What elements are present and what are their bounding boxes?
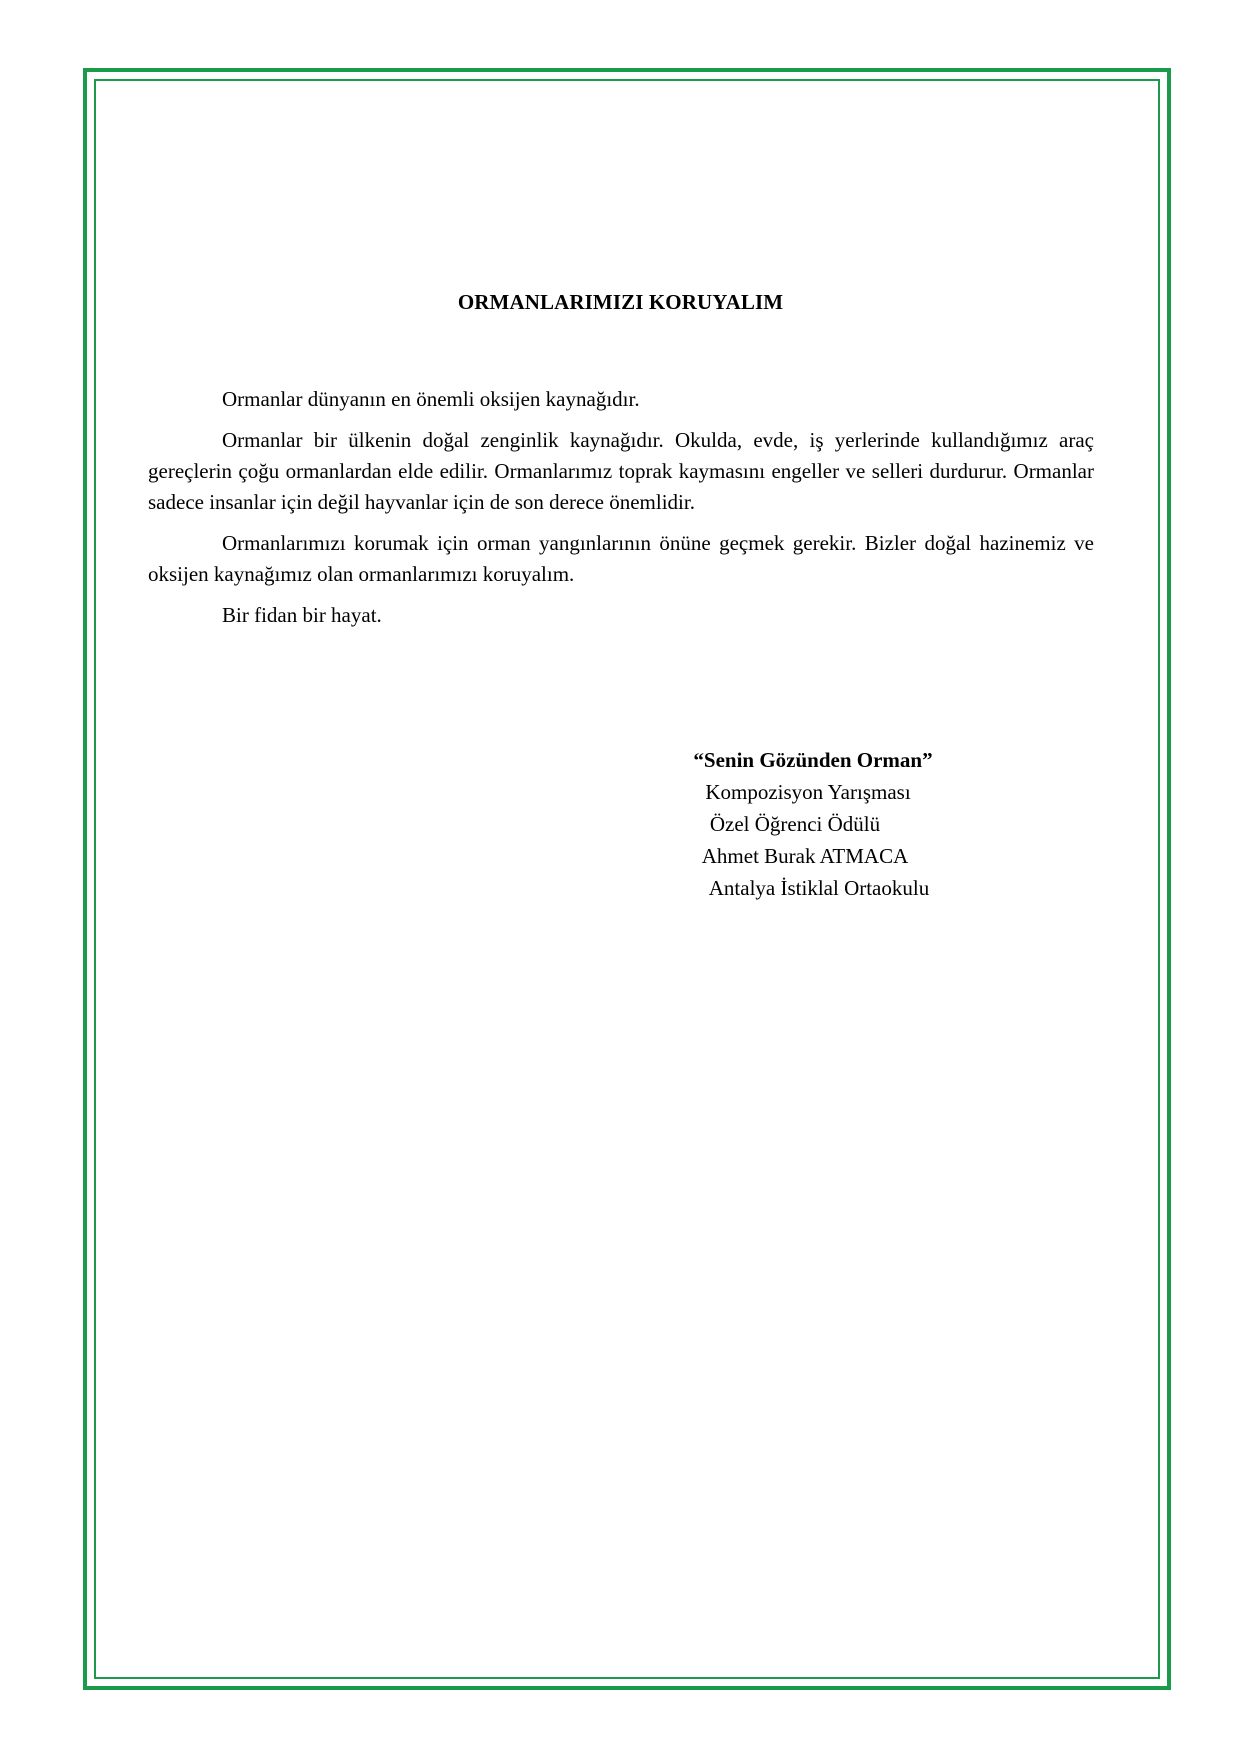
award-name: Özel Öğrenci Ödülü — [709, 812, 881, 836]
school-name: Antalya İstiklal Ortaokulu — [708, 876, 930, 900]
paragraph-1: Ormanlar dünyanın en önemli oksijen kaynağıdır. — [222, 387, 640, 411]
document-title: ORMANLARIMIZI KORUYALIM — [457, 290, 784, 314]
competition-type: Kompozisyon Yarışması — [705, 780, 911, 804]
competition-title: “Senin Gözünden Orman” — [693, 748, 933, 772]
author-name: Ahmet Burak ATMACA — [701, 844, 909, 868]
paragraph-2: Ormanlar bir ülkenin doğal zenginlik kaynağıdır. Okulda, evde, iş yerlerinde kullandığımız araç gereçlerin çoğu ormanlardan elde edilir. Ormanlarımız toprak kaymasını engeller ve selleri durdurur. Ormanlar sadece insanlar için değil hayvanlar için de son derece önemlidir. — [148, 428, 1094, 514]
paragraph-4: Bir fidan bir hayat. — [222, 603, 382, 627]
document-body — [148, 384, 1094, 641]
paragraph-3: Ormanlarımızı korumak için orman yangınlarının önüne geçmek gerekir. Bizler doğal hazinemiz ve oksijen kaynağımız olan ormanlarımızı koruyalım. — [148, 531, 1094, 586]
signature-block — [600, 744, 1020, 904]
